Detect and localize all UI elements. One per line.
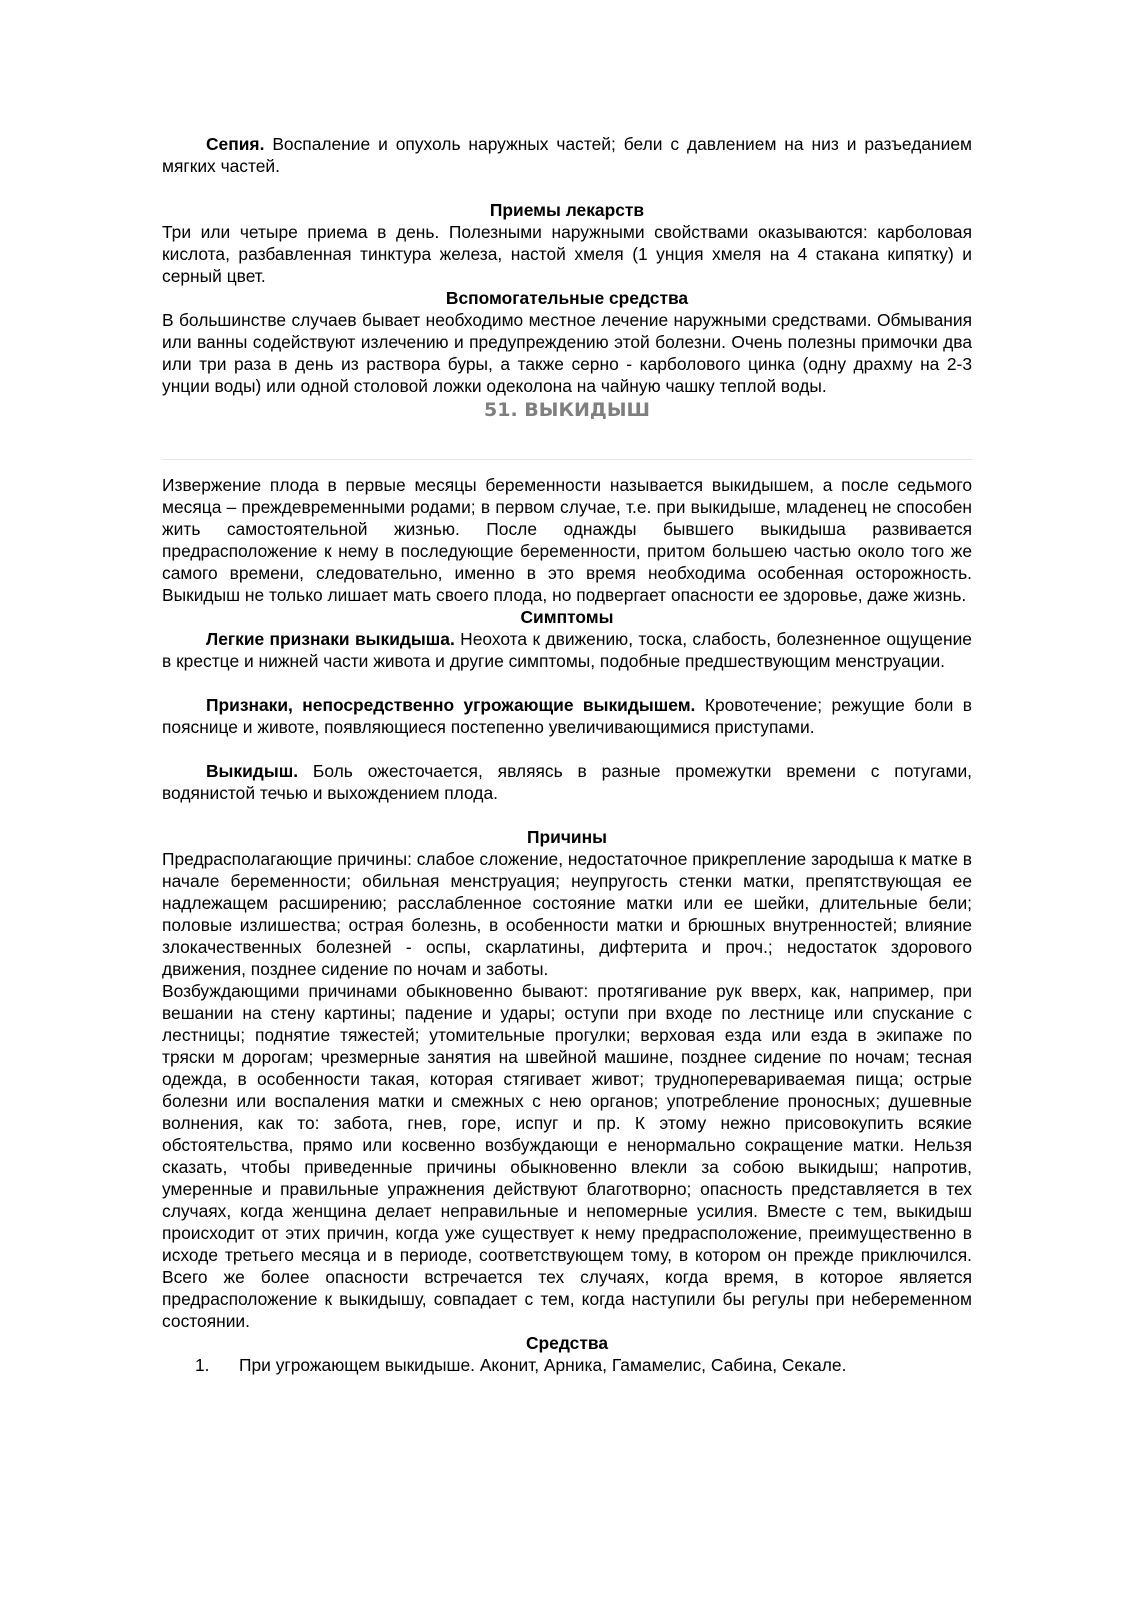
spacer (162, 177, 972, 199)
chapter-title (162, 397, 972, 423)
spacer (162, 672, 972, 694)
document-page (162, 133, 972, 1376)
list-item (162, 1354, 972, 1376)
miscarriage-paragraph (162, 760, 972, 804)
intro-paragraph: Извержение плода в первые месяцы беременности называется выкидышем, а после седьмого месяца – преждевременными родами; в первом случае, т.е. при выкидыше, младенец не способен жить самостоятельной жизнью. После однажды бывшего выкидыша развивается предрасположение к нему в последующие беременности, притом большею частью около того же самого времени, следовательно, именно в это время необходима особенная осторожность. Выкидыш не только лишает мать своего плода, но подвергает опасности ее здоровье, даже жизнь. (162, 475, 972, 605)
spacer (162, 804, 972, 826)
miscarriage-text: Боль ожесточается, являясь в разные промежутки времени с потугами, водянистой течью и выхождением плода. (162, 761, 972, 803)
intake-heading: Приемы лекарств (489, 200, 645, 220)
predisposing-causes-paragraph: Предрасполагающие причины: слабое сложение, недостаточное прикрепление зародыша к матке в начале беременности; обильная менструация; неупругость стенки матки, препятствующая ее надлежащем расширению; расслабленное состояние матки или ее шейки, длительные бели; половые излишества; острая болезнь, в особенности матки и брюшных внутренностей; влияние злокачественных болезней - оспы, скарлатины, дифтерита и проч.; недостаток здорового движения, позднее сидение по ночам и заботы. (162, 849, 972, 979)
symptoms-heading: Симптомы (520, 607, 614, 627)
list-item-number: 1. (195, 1355, 210, 1375)
threat-signs-text: Кровотечение; режущие боли в пояснице и животе, появляющиеся постепенно увеличивающимися приступами. (162, 695, 973, 737)
threat-signs-paragraph (162, 694, 972, 738)
causes-heading: Причины (527, 827, 607, 847)
chapter-number: 51. (484, 399, 518, 421)
exciting-causes-paragraph: Возбуждающими причинами обыкновенно бывают: протягивание рук вверх, как, например, при вешании на стену картины; падение и удары; оступи при входе по лестнице или спускание с лестницы; поднятие тяжестей; утомительные прогулки; верховая езда или езда в экипаже по тряски м дорогам; чрезмерные занятия на швейной машине, позднее сидение по ночам; тесная одежда, в особенности такая, которая стягивает живот; трудноперевариваемая пища; острые болезни или воспаления матки и смежных с нею органов; употребление проносных; душевные волнения, как то: забота, гнев, горе, испуг и пр. К этому нежно присовокупить всякие обстоятельства, прямо или косвенно возбуждающи е ненормально сокращение матки. Нельзя сказать, чтобы приведенные причины обыкновенно влекли за собою выкидыш; напротив, умеренные и правильные упражнения действуют благотворно; опасность представляется в тех случаях, когда женщина делает неправильные и непомерные усилия. Вместе с тем, выкидыш происходит от этих причин, когда уже существует к нему предрасположение, преимущественно в исходе третьего месяца и в периоде, соответствующем тому, в котором он прежде приключился. Всего же более опасности встречается тех случаях, когда время, в которое является предрасположение к выкидышу, совпадает с тем, когда наступили бы регулы при небеременном состоянии. (162, 981, 972, 1331)
miscarriage-lead: Выкидыш. (206, 761, 299, 781)
divider (162, 459, 972, 460)
light-signs-text: Неохота к движению, тоска, слабость, болезненное ощущение в крестце и нижней части живота и другие симптомы, подобные предшествующим менструации. (162, 629, 972, 671)
light-signs-paragraph (162, 628, 972, 672)
intake-paragraph: Три или четыре приема в день. Полезными наружными свойствами оказываются: карболовая кислота, разбавленная тинктура железа, настой хмеля (1 унция хмеля на 4 стакана кипятку) и серный цвет. (162, 222, 972, 286)
aux-heading: Вспомогательные средства (445, 288, 689, 308)
chapter-name: ВЫКИДЫШ (524, 399, 650, 421)
light-signs-lead: Легкие признаки выкидыша. (206, 629, 455, 649)
spacer (162, 738, 972, 760)
sepia-lead: Сепия. (206, 134, 265, 154)
aux-paragraph: В большинстве случаев бывает необходимо местное лечение наружными средствами. Обмывания или ванны содействуют излечению и предупреждению этой болезни. Очень полезны примочки два или три раза в день из раствора буры, а также серно - карболового цинка (одну драхму на 2-3 унции воды) или одной столовой ложки одеколона на чайную чашку теплой воды. (162, 310, 972, 396)
sepia-paragraph (162, 133, 972, 177)
threat-signs-lead: Признаки, непосредственно угрожающие выкидышем. (206, 695, 696, 715)
sepia-text: Воспаление и опухоль наружных частей; бели с давлением на низ и разъеданием мягких частей. (162, 134, 972, 176)
list-item-text: При угрожающем выкидыше. Аконит, Арника, Гамамелис, Сабина, Секале. (239, 1355, 847, 1375)
remedies-heading: Средства (526, 1333, 608, 1353)
